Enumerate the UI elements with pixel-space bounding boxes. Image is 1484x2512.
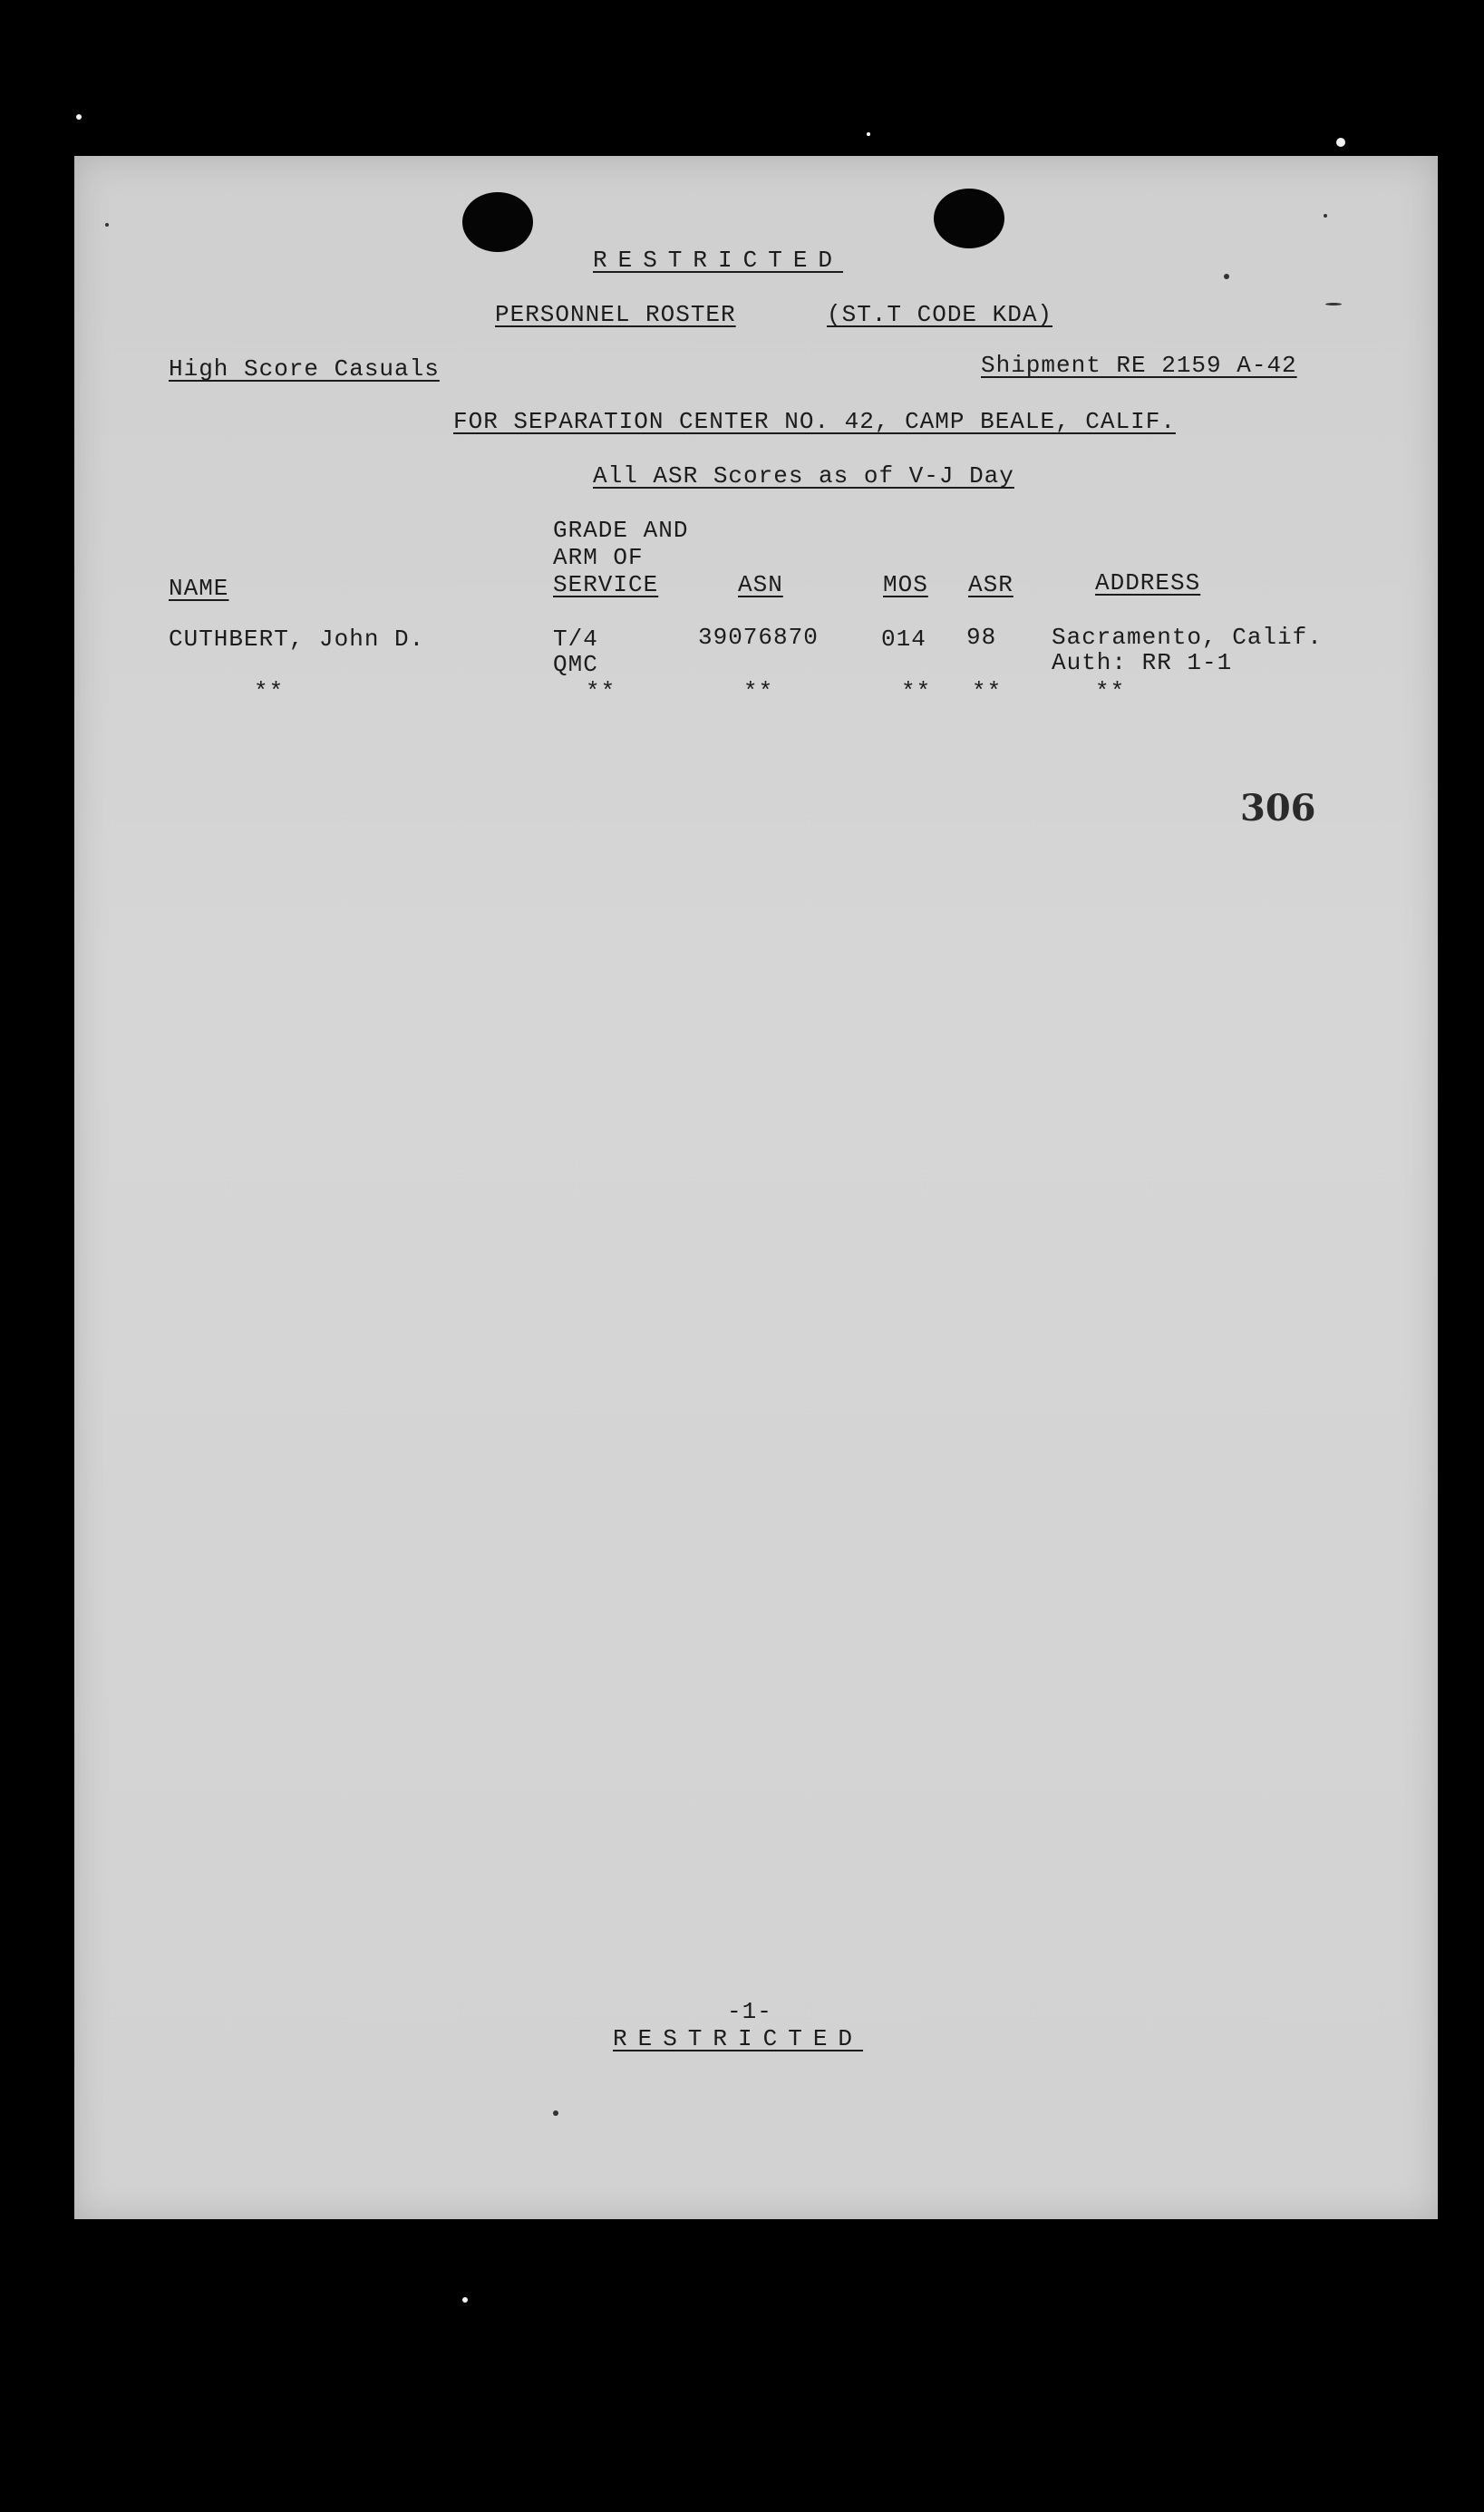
- col-name: NAME: [169, 575, 229, 602]
- row-name: CUTHBERT, John D.: [169, 626, 425, 653]
- col-mos: MOS: [883, 571, 928, 598]
- speck: [1224, 274, 1229, 279]
- speck: [1325, 303, 1342, 306]
- film-speck: [867, 132, 870, 136]
- col-address: ADDRESS: [1095, 569, 1201, 596]
- roster-title: PERSONNEL ROSTER: [495, 301, 736, 328]
- speck: [553, 2110, 558, 2116]
- speck: [105, 223, 109, 227]
- stat-code: (ST.T CODE KDA): [827, 301, 1053, 328]
- punch-hole-left: [462, 192, 533, 252]
- ditto-grade: **: [586, 678, 616, 705]
- speck: [1324, 214, 1327, 218]
- row-asn: 39076870: [698, 624, 819, 651]
- document-page: [74, 156, 1438, 2219]
- page-stamp-number: 306: [1240, 787, 1316, 829]
- col-grade-line1: GRADE AND: [553, 517, 689, 544]
- destination-line: FOR SEPARATION CENTER NO. 42, CAMP BEALE, CALIF.: [453, 408, 1176, 435]
- ditto-address: **: [1095, 678, 1126, 705]
- shipment-number: Shipment RE 2159 A-42: [981, 352, 1297, 379]
- ditto-name: **: [254, 678, 285, 705]
- row-address: Sacramento, Calif.: [1052, 624, 1323, 651]
- film-speck: [462, 2297, 468, 2303]
- row-arm: QMC: [553, 651, 598, 678]
- ditto-asn: **: [743, 678, 774, 705]
- footer-classification: RESTRICTED: [613, 2025, 864, 2052]
- footer-page-number: -1-: [727, 1998, 772, 2025]
- col-grade-line3: SERVICE: [553, 571, 659, 598]
- scores-note: All ASR Scores as of V-J Day: [593, 462, 1014, 490]
- col-grade-line2: ARM OF: [553, 544, 644, 571]
- header-classification: RESTRICTED: [593, 247, 844, 274]
- film-speck: [1336, 138, 1345, 147]
- col-asn: ASN: [738, 571, 783, 598]
- unit-name: High Score Casuals: [169, 355, 440, 383]
- row-mos: 014: [881, 626, 926, 653]
- col-asr: ASR: [968, 571, 1014, 598]
- row-asr: 98: [966, 624, 997, 651]
- ditto-asr: **: [972, 678, 1003, 705]
- ditto-mos: **: [901, 678, 932, 705]
- row-auth: Auth: RR 1-1: [1052, 649, 1233, 676]
- punch-hole-right: [934, 189, 1004, 248]
- film-speck: [76, 114, 82, 120]
- row-grade: T/4: [553, 626, 598, 653]
